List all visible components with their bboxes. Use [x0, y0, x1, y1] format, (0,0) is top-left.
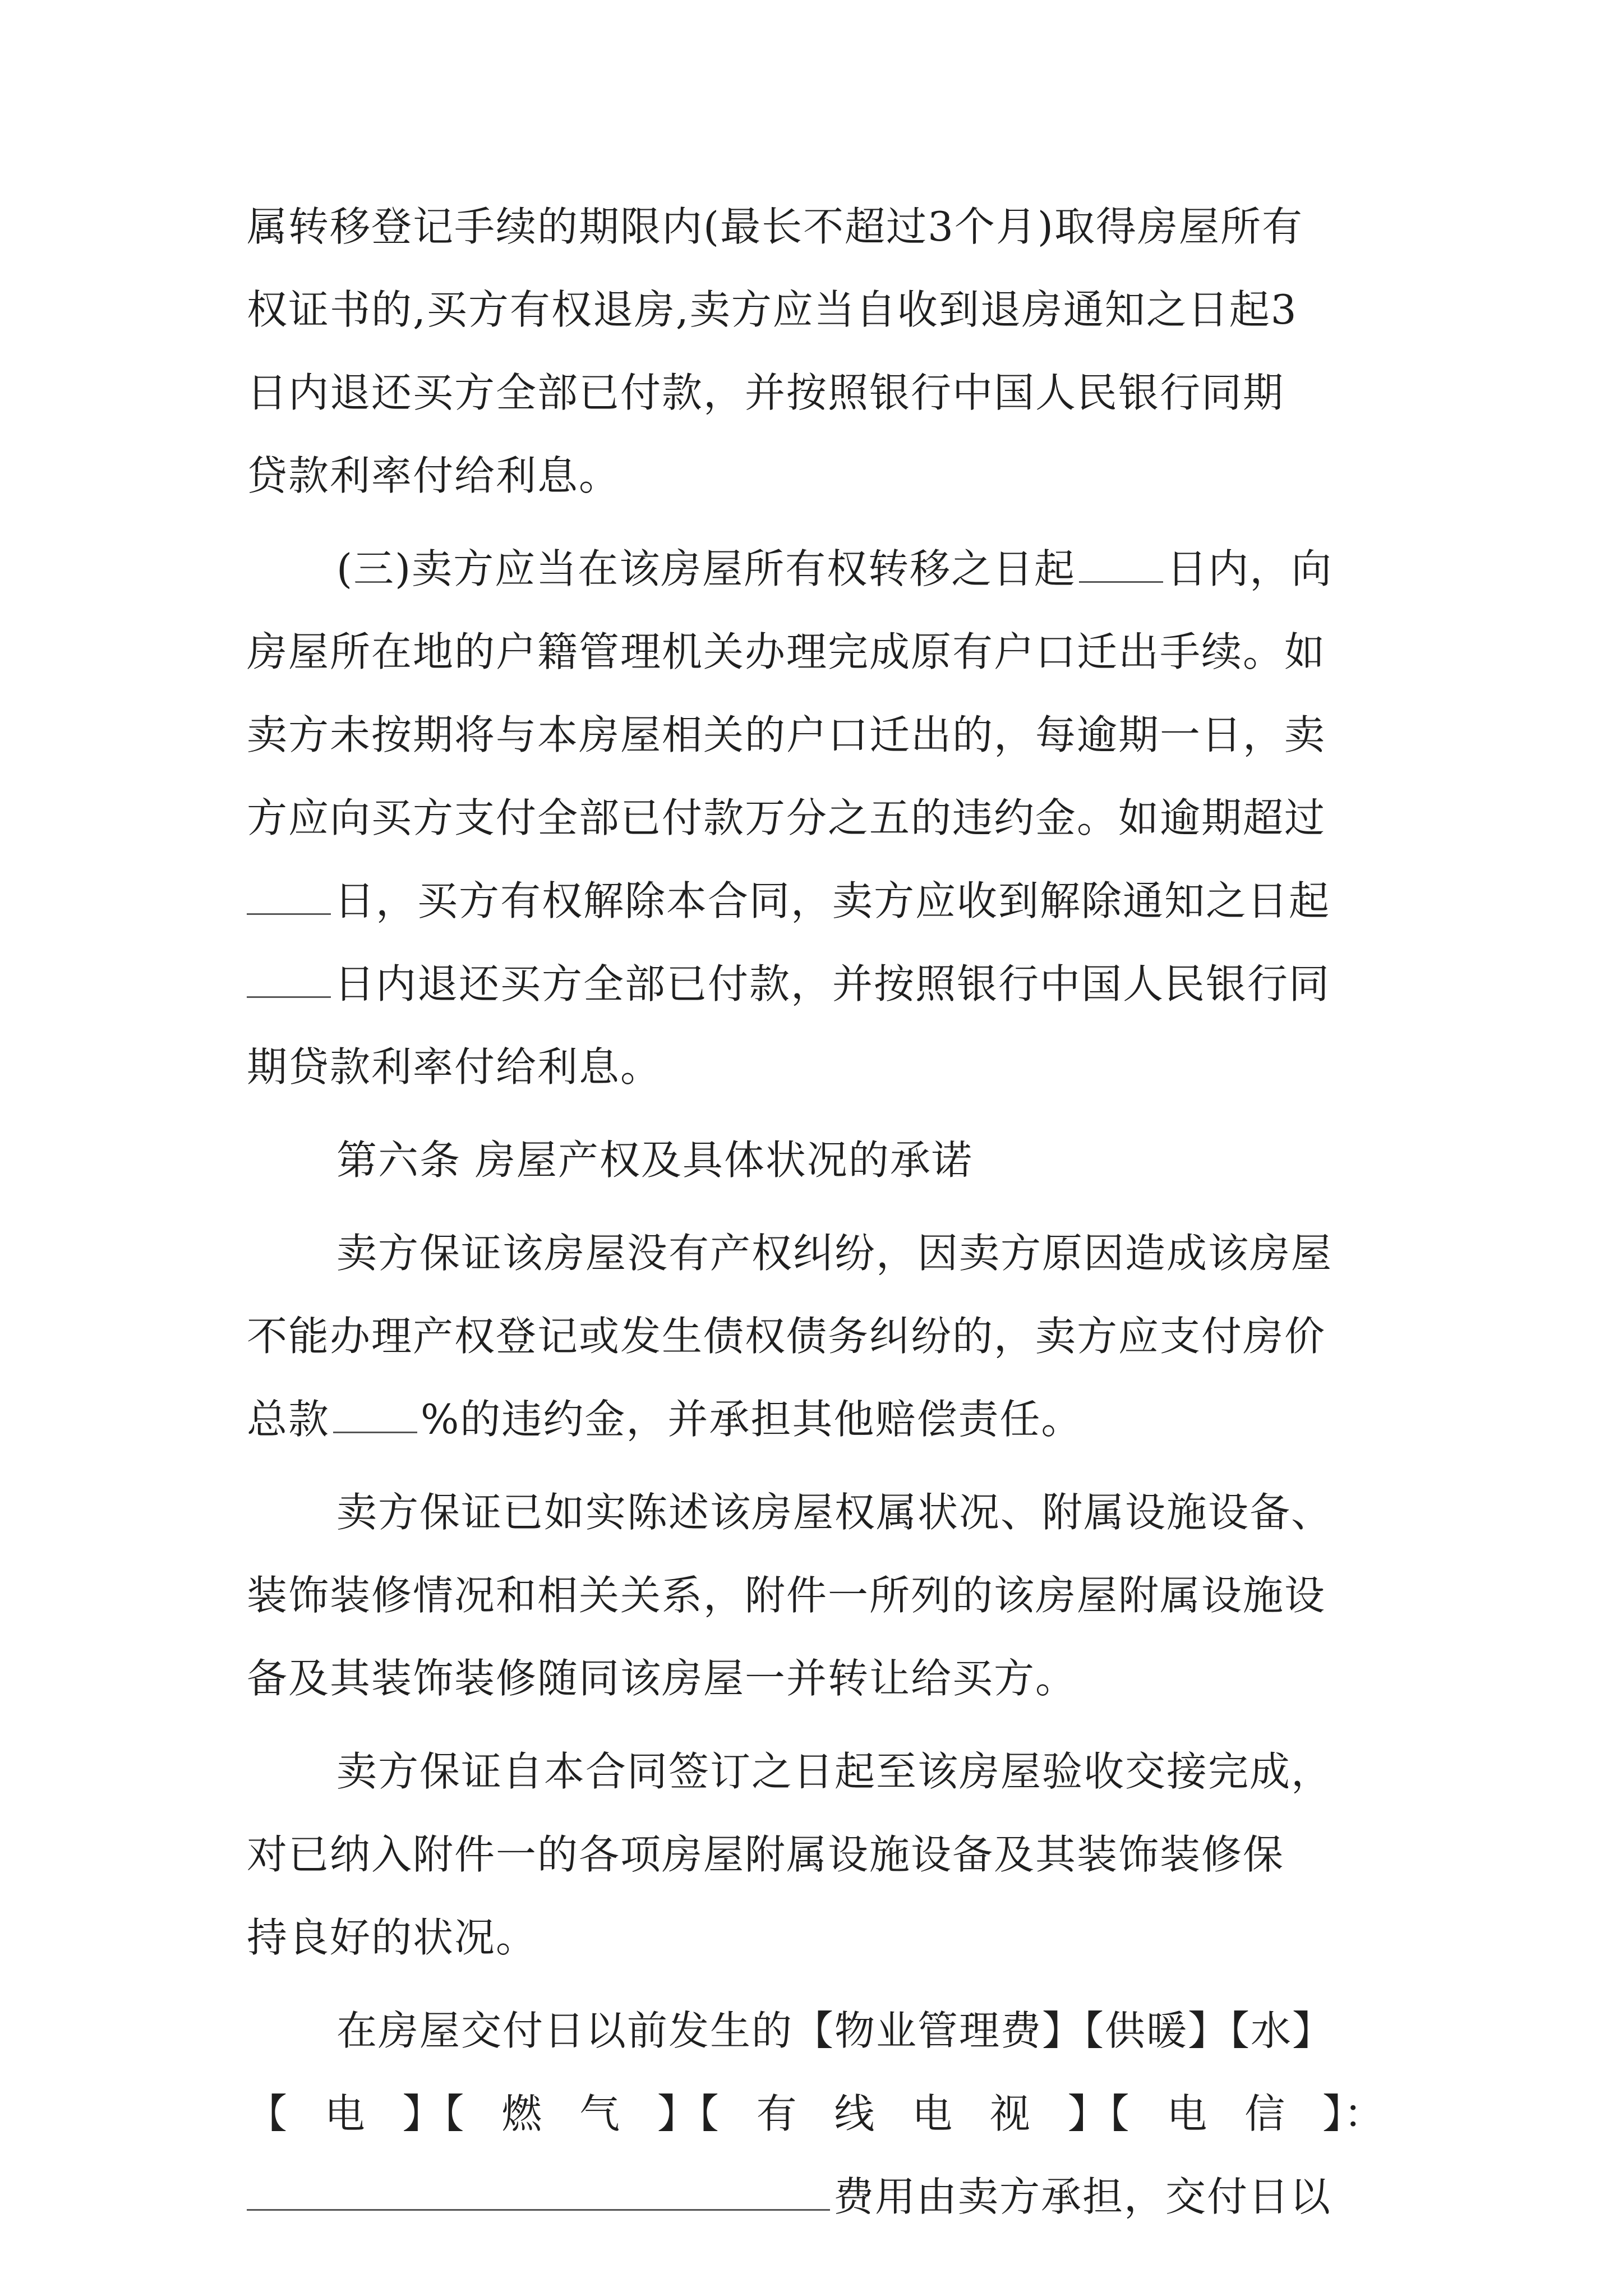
spaced-char: 气	[579, 2090, 621, 2137]
spaced-char: 电	[912, 2090, 954, 2137]
line-text: 卖方保证该房屋没有产权纠纷，因卖方原因造成该房屋	[336, 1230, 1333, 1277]
text-line	[247, 1295, 1385, 1378]
line-text: 对已纳入附件一的各项房屋附属设施设备及其装饰装修保	[247, 1831, 1285, 1878]
text-line	[247, 942, 1385, 1025]
spaced-char: 线	[834, 2090, 876, 2137]
line-text: 权证书的,买方有权退房,卖方应当自收到退房通知之日起3	[247, 286, 1298, 333]
text-line	[247, 1025, 1385, 1108]
line-text: 备及其装饰装修随同该房屋一并转让给买方。	[247, 1655, 1077, 1702]
line-text: 卖方保证已如实陈述该房屋权属状况、附属设施设备、	[336, 1489, 1333, 1536]
spaced-char: 燃	[501, 2090, 543, 2137]
line-text: 日，买方有权解除本合同，卖方应收到解除通知之日起	[334, 877, 1331, 924]
text-line	[247, 859, 1385, 942]
heading-text: 第六条 房屋产权及具体状况的承诺	[336, 1137, 973, 1184]
line-text: 在房屋交付日以前发生的【物业管理费】【供暖】【水】	[336, 2007, 1334, 2054]
text-line	[336, 527, 1385, 610]
line-text: 不能办理产权登记或发生债权债务纠纷的，卖方应支付房价	[247, 1313, 1326, 1360]
line-text: %的违约金，并承担其他赔偿责任。	[421, 1396, 1083, 1443]
text-line	[247, 2155, 1385, 2238]
text-line	[247, 610, 1385, 693]
fill-in-blank[interactable]	[333, 1399, 417, 1433]
line-text: (三)卖方应当在该房屋所有权转移之日起	[336, 545, 1076, 592]
text-line	[247, 268, 1385, 351]
text-line	[247, 1378, 1385, 1461]
text-line	[247, 434, 1385, 517]
line-text: 日内退还买方全部已付款，并按照银行中国人民银行同期	[247, 369, 1285, 416]
section-heading	[336, 1119, 1385, 1202]
text-line	[247, 351, 1385, 434]
line-text: 日内退还买方全部已付款，并按照银行中国人民银行同	[334, 960, 1331, 1007]
line-text: 日内，向	[1166, 545, 1333, 592]
line-text: 贷款利率付给利息。	[247, 452, 621, 499]
spaced-char: 】【	[1067, 2090, 1131, 2137]
text-line	[247, 1896, 1385, 1979]
text-line	[336, 1212, 1385, 1295]
fill-in-blank[interactable]	[247, 964, 331, 998]
fill-in-blank[interactable]	[247, 881, 331, 915]
spaced-char: 】【	[657, 2090, 720, 2137]
spaced-char: 视	[989, 2090, 1031, 2137]
spaced-text-line	[247, 2072, 1385, 2155]
spaced-char: 有	[756, 2090, 798, 2137]
text-line	[336, 1471, 1385, 1554]
line-text: 卖方未按期将与本房屋相关的户口迁出的，每逾期一日，卖	[247, 711, 1326, 758]
line-text: 方应向买方支付全部已付款万分之五的违约金。如逾期超过	[247, 794, 1326, 841]
fill-in-blank[interactable]	[1079, 549, 1163, 583]
line-text: 属转移登记手续的期限内(最长不超过3个月)取得房屋所有	[247, 203, 1303, 250]
text-line	[247, 1813, 1385, 1896]
line-text: 房屋所在地的户籍管理机关办理完成原有户口迁出手续。如	[247, 628, 1326, 675]
text-line	[247, 1637, 1385, 1720]
spaced-char: 】：	[1322, 2090, 1385, 2137]
text-line	[336, 1989, 1385, 2072]
text-line	[247, 693, 1385, 776]
line-text: 装饰装修情况和相关关系，附件一所列的该房屋附属设施设	[247, 1572, 1326, 1619]
text-line	[336, 1730, 1385, 1813]
line-text: 期贷款利率付给利息。	[247, 1043, 662, 1091]
spaced-char: 电	[1166, 2090, 1209, 2137]
text-line	[247, 1554, 1385, 1637]
spaced-char: 【	[247, 2090, 289, 2137]
spaced-char: 电	[324, 2090, 366, 2137]
fill-in-blank[interactable]	[247, 2177, 830, 2211]
text-line	[247, 776, 1385, 859]
spaced-char: 】【	[402, 2090, 465, 2137]
spaced-char: 信	[1244, 2090, 1287, 2137]
line-text: 总款	[247, 1396, 330, 1443]
line-text: 费用由卖方承担，交付日以	[833, 2173, 1332, 2220]
text-line	[247, 185, 1385, 268]
line-text: 持良好的状况。	[247, 1914, 538, 1961]
line-text: 卖方保证自本合同签订之日起至该房屋验收交接完成，	[336, 1748, 1333, 1795]
